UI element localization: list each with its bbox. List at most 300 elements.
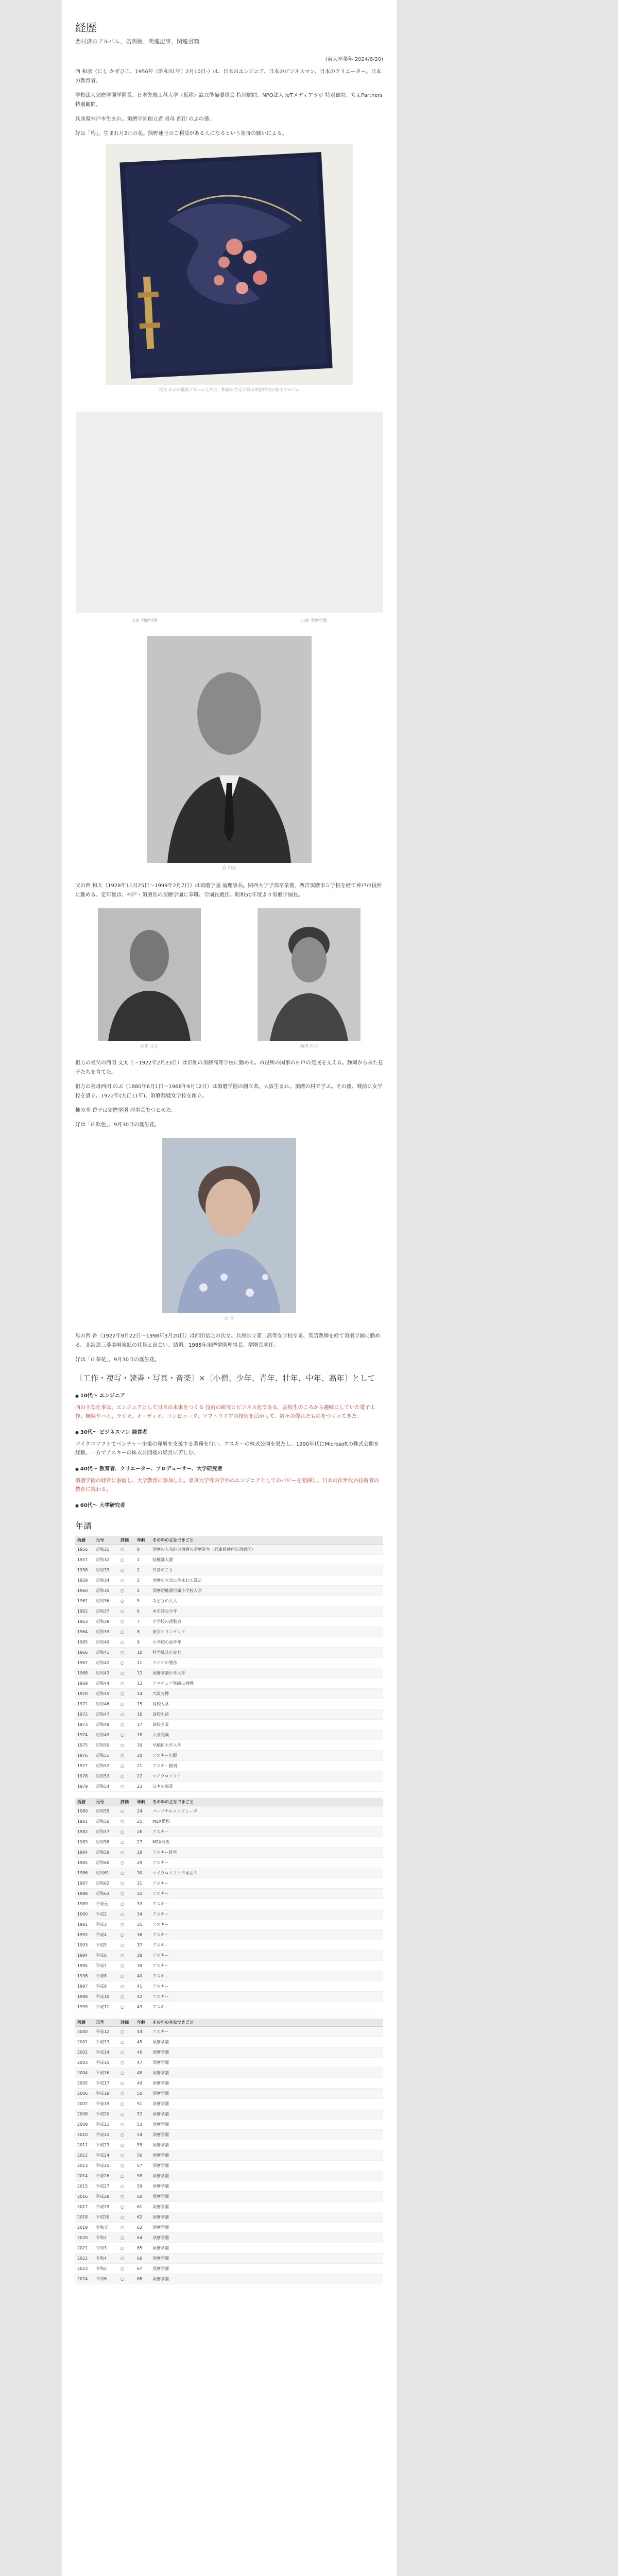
grandmother-photo: [258, 908, 360, 1041]
nenpyo-cell: 2000: [75, 2027, 94, 2037]
nenpyo-cell: 10: [135, 1648, 150, 1658]
nenpyo-cell: 1978: [75, 1771, 94, 1782]
nenpyo-cell: 須磨学園: [150, 2212, 383, 2223]
nenpyo-cell: 昭和50: [94, 1740, 118, 1751]
nenpyo-cell: アスキー創刊: [150, 1761, 383, 1771]
nenpyo-cell: 1973: [75, 1720, 94, 1730]
nenpyo-cell: 40: [135, 1971, 150, 1981]
nenpyo-cell: ○: [118, 2150, 135, 2161]
nenpyo-cell: 2021: [75, 2243, 94, 2253]
nenpyo-cell: ○: [118, 2192, 135, 2202]
nenpyo-cell: 21: [135, 1761, 150, 1771]
nenpyo-row: [75, 1961, 383, 1971]
nenpyo-cell: 22: [135, 1771, 150, 1782]
nenpyo-header-cell: 評価: [118, 1536, 135, 1545]
nenpyo-cell: 2005: [75, 2078, 94, 2089]
nenpyo-cell: 0: [135, 1545, 150, 1555]
nenpyo-cell: 令和3: [94, 2243, 118, 2253]
nenpyo-row: [75, 1920, 383, 1930]
nenpyo-row: [75, 1668, 383, 1679]
nenpyo-cell: 1957: [75, 1555, 94, 1565]
nenpyo-cell: 1984: [75, 1848, 94, 1858]
nenpyo-cell: 須磨学園: [150, 2243, 383, 2253]
nenpyo-cell: アスキー: [150, 1909, 383, 1920]
nenpyo-cell: 昭和60: [94, 1858, 118, 1868]
nenpyo-cell: 67: [135, 2264, 150, 2274]
nenpyo-cell: 平成4: [94, 1930, 118, 1940]
nenpyo-cell: 昭和55: [94, 1806, 118, 1817]
nenpyo-cell: ○: [118, 2130, 135, 2140]
nenpyo-cell: 須磨学園: [150, 2130, 383, 2140]
nenpyo-cell: 2009: [75, 2120, 94, 2130]
nenpyo-cell: 昭和58: [94, 1837, 118, 1848]
nenpyo-cell: 昭和39: [94, 1627, 118, 1637]
nenpyo-cell: ○: [118, 1858, 135, 1868]
nenpyo-cell: 平成2: [94, 1909, 118, 1920]
career-lead-heading: ● 30代〜 ビジネスマン 経営者: [75, 1428, 383, 1437]
nenpyo-cell: 平成16: [94, 2068, 118, 2078]
nenpyo-header-cell: 元号: [94, 2019, 118, 2027]
nenpyo-cell: 昭和42: [94, 1658, 118, 1668]
career-lead-list: [75, 1392, 383, 1510]
nenpyo-cell: ○: [118, 2089, 135, 2099]
nenpyo-cell: アスキー: [150, 1951, 383, 1961]
nenpyo-cell: 16: [135, 1709, 150, 1720]
nenpyo-cell: 27: [135, 1837, 150, 1848]
nenpyo-cell: 平成20: [94, 2109, 118, 2120]
nenpyo-cell: 1982: [75, 1827, 94, 1837]
nenpyo-row: [75, 1617, 383, 1627]
nenpyo-cell: ○: [118, 1740, 135, 1751]
nenpyo-row: [75, 1658, 383, 1668]
nenpyo-cell: ○: [118, 2202, 135, 2212]
nenpyo-cell: 須磨学園: [150, 2223, 383, 2233]
nenpyo-row: [75, 1930, 383, 1940]
nenpyo-cell: ○: [118, 1981, 135, 1992]
nenpyo-row: [75, 2274, 383, 2284]
father-photo-caption: 西 和夫: [222, 866, 236, 870]
nenpyo-row: [75, 2027, 383, 2037]
nenpyo-cell: 1970: [75, 1689, 94, 1699]
nenpyo-cell: 2015: [75, 2181, 94, 2192]
nenpyo-cell: 68: [135, 2274, 150, 2284]
nenpyo-cell: 2013: [75, 2161, 94, 2171]
nenpyo-cell: 昭和44: [94, 1679, 118, 1689]
nenpyo-cell: 須磨学園: [150, 2171, 383, 2181]
nenpyo-cell: 大阪万博: [150, 1689, 383, 1699]
nenpyo-cell: 66: [135, 2253, 150, 2264]
nenpyo-cell: 65: [135, 2243, 150, 2253]
video-captions: [131, 616, 327, 624]
nenpyo-cell: 2012: [75, 2150, 94, 2161]
nenpyo-cell: 須磨学園: [150, 2274, 383, 2284]
nenpyo-cell: 1993: [75, 1940, 94, 1951]
nenpyo-cell: ○: [118, 1751, 135, 1761]
nenpyo-cell: 58: [135, 2171, 150, 2181]
nenpyo-row: [75, 1981, 383, 1992]
nenpyo-cell: アスキー: [150, 1971, 383, 1981]
career-lead-text: マイクロソフトでベンチャー企業の発展を支援する業務を行い、アスキーの株式公開を果たし、1990年代にMicrosoftの株式公開を経験。一方でアスキーの株式公開後の経営に苦しむ。: [75, 1442, 379, 1456]
nenpyo-header-cell: その年の主なできごと: [150, 1798, 383, 1806]
nenpyo-row: [75, 2078, 383, 2089]
nenpyo-cell: 2008: [75, 2109, 94, 2120]
nenpyo-cell: 35: [135, 1920, 150, 1930]
nenpyo-row: [75, 1848, 383, 1858]
nenpyo-cell: ○: [118, 2223, 135, 2233]
nenpyo-cell: 須磨学園: [150, 2068, 383, 2078]
nenpyo-cell: ○: [118, 1761, 135, 1771]
nenpyo-cell: 須磨学園: [150, 2192, 383, 2202]
nenpyo-cell: パーソナルコンピュータ: [150, 1806, 383, 1817]
nenpyo-cell: 平成11: [94, 2002, 118, 2012]
nenpyo-cell: 平成18: [94, 2089, 118, 2099]
nenpyo-header-row: [75, 1536, 383, 1545]
nenpyo-cell: 須磨学園中学入学: [150, 1668, 383, 1679]
nenpyo-cell: 1989: [75, 1899, 94, 1909]
nenpyo-cell: アマチュア無線に挑戦: [150, 1679, 383, 1689]
nenpyo-cell: ○: [118, 1878, 135, 1889]
nenpyo-cell: 高校生活: [150, 1709, 383, 1720]
nenpyo-row: [75, 2058, 383, 2068]
nenpyo-cell: 37: [135, 1940, 150, 1951]
grandparents-paragraph-3: 柿の木 香子は須磨学園 理事長をつとめた。: [75, 1108, 177, 1113]
nenpyo-cell: 令和4: [94, 2253, 118, 2264]
nenpyo-row: [75, 2089, 383, 2099]
nenpyo-cell: 2006: [75, 2089, 94, 2099]
grandfather-photo-block: [98, 908, 201, 1049]
nenpyo-cell: 日常のこと: [150, 1565, 383, 1575]
nenpyo-cell: 17: [135, 1720, 150, 1730]
nenpyo-row: [75, 1858, 383, 1868]
nenpyo-header-cell: 年齢: [135, 1536, 150, 1545]
nenpyo-cell: アスキー: [150, 2027, 383, 2037]
nenpyo-cell: 7: [135, 1617, 150, 1627]
grandparents-paragraph-1: 祖方の祖父の西田 文太（〜1922年2月23日）は旧制の須磨高等学校に勤める。市役所の国事の神戸の発展を支える。静岡から来た息子たちを育てた。: [75, 1060, 383, 1075]
nenpyo-cell: 須磨学園: [150, 2161, 383, 2171]
nenpyo-cell: 1990: [75, 1909, 94, 1920]
nenpyo-cell: 昭和48: [94, 1720, 118, 1730]
nenpyo-cell: ○: [118, 1817, 135, 1827]
nenpyo-cell: アスキー: [150, 2002, 383, 2012]
intro-paragraph-4: 好は「梅」。生まれ月2月の花。熊野速玉のご利益がある人になるという祖母の願いによる。: [75, 131, 287, 137]
nenpyo-cell: 昭和32: [94, 1555, 118, 1565]
nenpyo-cell: 須磨学園: [150, 2099, 383, 2109]
nenpyo-cell: 5: [135, 1596, 150, 1606]
nenpyo-cell: 2018: [75, 2212, 94, 2223]
career-lead-item: [75, 1501, 383, 1510]
nenpyo-cell: ○: [118, 1617, 135, 1627]
nenpyo-cell: ○: [118, 2171, 135, 2181]
nenpyo-cell: 2020: [75, 2233, 94, 2243]
nenpyo-cell: 20: [135, 1751, 150, 1761]
nenpyo-cell: 昭和51: [94, 1751, 118, 1761]
nenpyo-cell: 平成8: [94, 1971, 118, 1981]
nenpyo-cell: 令和5: [94, 2264, 118, 2274]
nenpyo-cell: 昭和47: [94, 1709, 118, 1720]
nenpyo-cell: アスキー: [150, 1878, 383, 1889]
nenpyo-cell: 2002: [75, 2047, 94, 2058]
nenpyo-cell: 平成27: [94, 2181, 118, 2192]
career-lead-heading: ● 60代〜 大学研究者: [75, 1501, 383, 1510]
nenpyo-cell: マイクロソフト日本法人: [150, 1868, 383, 1878]
nenpyo-row: [75, 1868, 383, 1878]
nenpyo-cell: ○: [118, 2027, 135, 2037]
nenpyo-cell: 平成29: [94, 2202, 118, 2212]
nenpyo-cell: 42: [135, 1992, 150, 2002]
nenpyo-cell: 昭和62: [94, 1878, 118, 1889]
nenpyo-cell: 44: [135, 2027, 150, 2037]
nenpyo-cell: ○: [118, 1720, 135, 1730]
nenpyo-cell: 1965: [75, 1637, 94, 1648]
nenpyo-cell: 34: [135, 1909, 150, 1920]
video-caption-left: 出典 須磨学園: [131, 618, 158, 623]
nenpyo-cell: 56: [135, 2150, 150, 2161]
mother-illustration: [162, 1138, 296, 1313]
nenpyo-row: [75, 1940, 383, 1951]
nenpyo-cell: 11: [135, 1658, 150, 1668]
nenpyo-row: [75, 1699, 383, 1709]
nenpyo-cell: 9: [135, 1637, 150, 1648]
nenpyo-cell: ○: [118, 1868, 135, 1878]
nenpyo-cell: 高校入学: [150, 1699, 383, 1709]
nenpyo-table: [75, 1536, 383, 1792]
nenpyo-cell: 30: [135, 1868, 150, 1878]
career-lead-title: 〔工作・複写・読書・写真・音楽〕×〔小僧、少年、青年、壮年、中年、高年〕として: [75, 1374, 375, 1383]
nenpyo-cell: ○: [118, 1709, 135, 1720]
nenpyo-cell: ○: [118, 2078, 135, 2089]
nenpyo-cell: 1999: [75, 2002, 94, 2012]
nenpyo-cell: ○: [118, 2058, 135, 2068]
nenpyo-cell: 1996: [75, 1971, 94, 1981]
nenpyo-cell: 1961: [75, 1596, 94, 1606]
father-photo: [147, 636, 312, 863]
nenpyo-cell: 昭和37: [94, 1606, 118, 1617]
nenpyo-cell: 6: [135, 1606, 150, 1617]
nenpyo-cell: ○: [118, 1971, 135, 1981]
nenpyo-cell: 平成5: [94, 1940, 118, 1951]
nenpyo-cell: 28: [135, 1848, 150, 1858]
nenpyo-cell: MSX構想: [150, 1817, 383, 1827]
nenpyo-row: [75, 1827, 383, 1837]
nenpyo-cell: 平成14: [94, 2047, 118, 2058]
nenpyo-row: [75, 1951, 383, 1961]
nenpyo-cell: 1959: [75, 1575, 94, 1586]
nenpyo-cell: 平成9: [94, 1981, 118, 1992]
nenpyo-cell: 2014: [75, 2171, 94, 2181]
nenpyo-cell: 平成13: [94, 2037, 118, 2047]
page-subtitle: 西村済のアルバム、名刺帳、関連記事、関連書籍: [75, 38, 200, 45]
nenpyo-cell: 須磨学園: [150, 2140, 383, 2150]
nenpyo-cell: ○: [118, 2002, 135, 2012]
nenpyo-cell: ○: [118, 1575, 135, 1586]
nenpyo-row: [75, 1909, 383, 1920]
nenpyo-cell: 須磨学園: [150, 2109, 383, 2120]
nenpyo-cell: ○: [118, 2099, 135, 2109]
nenpyo-row: [75, 1992, 383, 2002]
nenpyo-cell: 31: [135, 1878, 150, 1889]
nenpyo-row: [75, 2264, 383, 2274]
nenpyo-cell: ○: [118, 1951, 135, 1961]
nenpyo-cell: 須磨学園: [150, 2047, 383, 2058]
nenpyo-cell: 須磨の大会に生まれて遊ぶ: [150, 1575, 383, 1586]
mother-photo: [162, 1138, 296, 1313]
nenpyo-cell: 1975: [75, 1740, 94, 1751]
nenpyo-row: [75, 2212, 383, 2223]
nenpyo-row: [75, 2140, 383, 2150]
nenpyo-cell: 昭和45: [94, 1689, 118, 1699]
nenpyo-row: [75, 1761, 383, 1771]
grandparents-paragraph-4: 好は「山吹色」、9月30日の誕生花。: [75, 1122, 160, 1128]
nenpyo-cell: 小学校の運動会: [150, 1617, 383, 1627]
nenpyo-cell: 2010: [75, 2130, 94, 2140]
nenpyo-cell: 昭和31: [94, 1545, 118, 1555]
grandmother-illustration: [258, 908, 360, 1041]
nenpyo-cell: アスキー: [150, 1899, 383, 1909]
nenpyo-cell: 昭和59: [94, 1848, 118, 1858]
nenpyo-cell: 51: [135, 2099, 150, 2109]
nenpyo-cell: 平成6: [94, 1951, 118, 1961]
nenpyo-cell: ○: [118, 1565, 135, 1575]
nenpyo-cell: ○: [118, 1586, 135, 1596]
nenpyo-row: [75, 1751, 383, 1761]
nenpyo-cell: 須磨学園: [150, 2078, 383, 2089]
nenpyo-cell: 1968: [75, 1668, 94, 1679]
nenpyo-cell: 19: [135, 1740, 150, 1751]
nenpyo-cell: 14: [135, 1689, 150, 1699]
career-lead-text: 西の主な仕事は、エンジニアとして日本の未来をつくる 技術の研究とビジネス化である。高校生のころから趣味にしていた電子工作、無線やハム、ラジオ、オーディオ、コンピュータ、ソフトウエアの技術を活かして、数々の優れたものをつくってきた。: [75, 1405, 375, 1419]
nenpyo-cell: 4: [135, 1586, 150, 1596]
nenpyo-cell: 59: [135, 2181, 150, 2192]
intro-paragraph-3: 兵庫県神戸市生まれ。須磨学園創立者 祖母 西田 のぶの孫。: [75, 116, 215, 122]
nenpyo-cell: 令和2: [94, 2233, 118, 2243]
nenpyo-cell: ○: [118, 1545, 135, 1555]
career-lead-heading: ● 10代〜 エンジニア: [75, 1392, 383, 1400]
nenpyo-cell: 63: [135, 2223, 150, 2233]
nenpyo-cell: 1960: [75, 1586, 94, 1596]
nenpyo-header-cell: 西暦: [75, 1798, 94, 1806]
career-lead-text: 須磨学園の経営に参画し、大学教育に参加した。東京大学等の学外のエンジニアとしてのパワーを発揮し、日本の次世代の技術者の教育に携わる。: [75, 1478, 379, 1493]
nenpyo-cell: 1985: [75, 1858, 94, 1868]
nenpyo-cell: 50: [135, 2089, 150, 2099]
document-page: [62, 0, 397, 2576]
nenpyo-cell: 1958: [75, 1565, 94, 1575]
nenpyo-cell: 須磨学園: [150, 2181, 383, 2192]
nenpyo-cell: 昭和63: [94, 1889, 118, 1899]
nenpyo-cell: ○: [118, 1658, 135, 1668]
nenpyo-cell: 令和6: [94, 2274, 118, 2284]
nenpyo-cell: 平成17: [94, 2078, 118, 2089]
nenpyo-cell: 18: [135, 1730, 150, 1740]
nenpyo-cell: ○: [118, 1668, 135, 1679]
nenpyo-row: [75, 1889, 383, 1899]
nenpyo-cell: 45: [135, 2037, 150, 2047]
nenpyo-cell: ○: [118, 2253, 135, 2264]
nenpyo-cell: アスキー: [150, 1940, 383, 1951]
nenpyo-cell: 33: [135, 1899, 150, 1909]
grandfather-caption: 西田 文太: [140, 1044, 159, 1048]
nenpyo-cell: ○: [118, 1920, 135, 1930]
nenpyo-cell: 須磨学園: [150, 2253, 383, 2264]
mother-photo-caption: 西 香: [224, 1316, 234, 1320]
nenpyo-cell: ○: [118, 2037, 135, 2047]
nenpyo-row: [75, 1596, 383, 1606]
nenpyo-cell: 平成23: [94, 2140, 118, 2150]
nenpyo-cell: アスキー経営: [150, 1848, 383, 1858]
nenpyo-title: 年譜: [75, 1521, 92, 1531]
nenpyo-tables: [75, 1536, 383, 2284]
nenpyo-cell: ○: [118, 2233, 135, 2243]
nenpyo-cell: ○: [118, 1848, 135, 1858]
nenpyo-cell: 36: [135, 1930, 150, 1940]
nenpyo-row: [75, 1720, 383, 1730]
nenpyo-header-row: [75, 2019, 383, 2027]
nenpyo-cell: ○: [118, 1899, 135, 1909]
nenpyo-cell: 1979: [75, 1782, 94, 1792]
nenpyo-cell: ○: [118, 1827, 135, 1837]
nenpyo-cell: 須磨の人気町の須磨の須磨誕生（兵庫県神戸市須磨区）: [150, 1545, 383, 1555]
nenpyo-cell: 38: [135, 1951, 150, 1961]
nenpyo-cell: ○: [118, 1627, 135, 1637]
nenpyo-cell: 1971: [75, 1699, 94, 1709]
nenpyo-header-cell: 評価: [118, 1798, 135, 1806]
nenpyo-cell: ○: [118, 2068, 135, 2078]
nenpyo-cell: ○: [118, 2212, 135, 2223]
nenpyo-row: [75, 1899, 383, 1909]
nenpyo-cell: 3: [135, 1575, 150, 1586]
nenpyo-cell: ○: [118, 1648, 135, 1658]
nenpyo-cell: 62: [135, 2212, 150, 2223]
nenpyo-cell: マイクロソフト: [150, 1771, 383, 1782]
grandmother-caption: 西田 のぶ: [300, 1044, 318, 1048]
nenpyo-cell: ○: [118, 2161, 135, 2171]
nenpyo-cell: 1974: [75, 1730, 94, 1740]
nenpyo-row: [75, 1878, 383, 1889]
nenpyo-cell: 1976: [75, 1751, 94, 1761]
nenpyo-row: [75, 2233, 383, 2243]
nenpyo-cell: アスキー: [150, 1981, 383, 1992]
nenpyo-cell: 8: [135, 1627, 150, 1637]
nenpyo-cell: 科学雑誌を読む: [150, 1648, 383, 1658]
nenpyo-row: [75, 1771, 383, 1782]
nenpyo-cell: 1: [135, 1555, 150, 1565]
nenpyo-row: [75, 2109, 383, 2120]
nenpyo-cell: ○: [118, 1637, 135, 1648]
embedded-video-placeholder[interactable]: [76, 412, 383, 613]
nenpyo-row: [75, 1689, 383, 1699]
nenpyo-cell: 23: [135, 1782, 150, 1792]
nenpyo-cell: ○: [118, 1699, 135, 1709]
nenpyo-cell: 令和元: [94, 2223, 118, 2233]
album-illustration: [106, 144, 353, 385]
nenpyo-cell: 25: [135, 1817, 150, 1827]
nenpyo-row: [75, 1637, 383, 1648]
nenpyo-cell: 平成10: [94, 1992, 118, 2002]
nenpyo-row: [75, 2130, 383, 2140]
nenpyo-row: [75, 2099, 383, 2109]
nenpyo-cell: 39: [135, 1961, 150, 1971]
nenpyo-header-cell: その年の主なできごと: [150, 2019, 383, 2027]
nenpyo-header-row: [75, 1798, 383, 1806]
nenpyo-row: [75, 1971, 383, 1981]
nenpyo-cell: 12: [135, 1668, 150, 1679]
nenpyo-row: [75, 2150, 383, 2161]
nenpyo-cell: ○: [118, 1689, 135, 1699]
nenpyo-cell: アスキー: [150, 1858, 383, 1868]
nenpyo-cell: 平成15: [94, 2058, 118, 2068]
grandmother-photo-block: [258, 908, 360, 1049]
nenpyo-cell: 平成24: [94, 2150, 118, 2161]
nenpyo-cell: 昭和52: [94, 1761, 118, 1771]
